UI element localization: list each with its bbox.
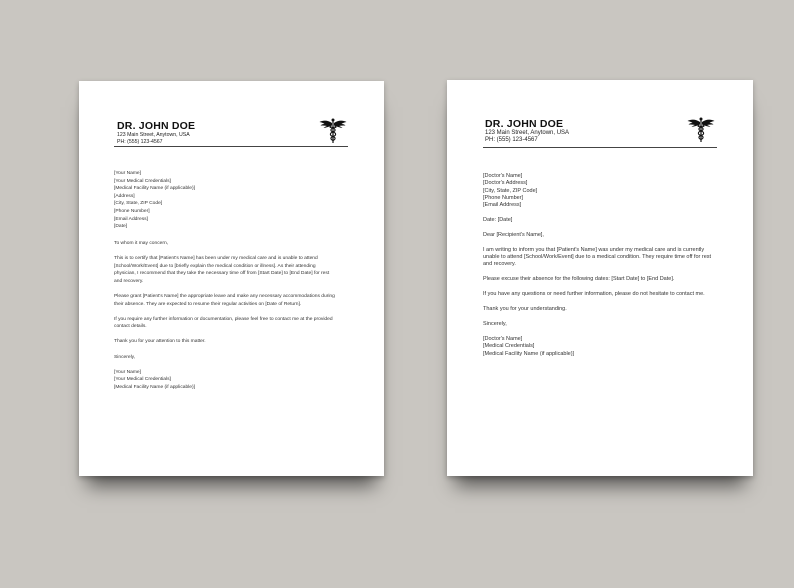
signature-line: [Medical Facility Name (if applicable)] bbox=[114, 385, 195, 391]
letter-body bbox=[114, 170, 350, 392]
caduceus-icon bbox=[319, 118, 347, 144]
letterhead bbox=[485, 118, 569, 144]
signature-line: [Doctor's Name] bbox=[483, 335, 523, 342]
letter-page-left bbox=[79, 81, 384, 476]
signature-line: [Your Medical Credentials] bbox=[114, 377, 171, 383]
paragraph-line: their absence. They are expected to resume their regular activities on [Date of Return]. bbox=[114, 301, 302, 307]
letterhead bbox=[117, 120, 195, 146]
paragraph-line: This is to certify that [Patient's Name] has been under my medical care and is unable to attend bbox=[114, 255, 318, 261]
sender-line: [Phone Number] bbox=[483, 194, 524, 201]
date-line: Date: [Date] bbox=[483, 217, 513, 224]
paragraph-line: Please grant [Patient's Name] the appropriate leave and make any necessary accommodations during bbox=[114, 293, 335, 299]
sender-line: [Phone Number] bbox=[114, 208, 150, 214]
doctor-name: DR. JOHN DOE bbox=[485, 118, 564, 130]
header-divider bbox=[114, 146, 348, 147]
paragraph-line: Thank you for your understanding. bbox=[483, 306, 567, 313]
paragraph-line: contact details. bbox=[114, 324, 147, 330]
caduceus-icon bbox=[687, 117, 715, 143]
sender-line: [Your Name] bbox=[114, 171, 142, 176]
salutation: Dear [Recipient's Name], bbox=[483, 231, 544, 238]
paragraph-line: and recovery. bbox=[114, 278, 144, 284]
doctor-address: 123 Main Street, Anytown, USA bbox=[485, 130, 570, 136]
doctor-phone: PH: (555) 123-4567 bbox=[117, 139, 163, 145]
paragraph-line: and recovery. bbox=[483, 261, 516, 268]
paragraph-line: I am writing to inform you that [Patient's Name] was under my medical care and is currently bbox=[483, 246, 705, 253]
closing: Sincerely, bbox=[483, 321, 507, 328]
doctor-name: DR. JOHN DOE bbox=[117, 120, 196, 132]
paragraph-line: [School/Work/Event] due to [briefly explain the medical condition or illness]. As their attending bbox=[114, 263, 316, 269]
closing: Sincerely, bbox=[114, 354, 136, 360]
sender-line: [Email Address] bbox=[114, 216, 148, 222]
letter-body bbox=[483, 173, 723, 358]
signature-line: [Your Name] bbox=[114, 369, 142, 375]
paragraph-line: Please excuse their absence for the following dates: [Start Date] to [End Date]. bbox=[483, 276, 675, 283]
paragraph-line: If you require any further information or documentation, please feel free to contact me at the provided bbox=[114, 316, 333, 322]
doctor-address: 123 Main Street, Anytown, USA bbox=[117, 132, 190, 138]
signature-line: [Medical Credentials] bbox=[483, 343, 535, 350]
doctor-phone: PH: (555) 123-4567 bbox=[485, 137, 538, 143]
paragraph-line: physician, I recommend that they take the necessary time off from [Start Date] to [End Date] for rest bbox=[114, 271, 330, 277]
sender-line: [City, State, ZIP Code] bbox=[114, 201, 163, 207]
sender-line: [Doctor's Address] bbox=[483, 180, 528, 187]
sender-line: [Address] bbox=[114, 193, 135, 199]
paragraph-line: unable to attend [School/Work/Event] due to a medical condition. They require time off for rest bbox=[483, 254, 712, 261]
sender-line: [Your Medical Credentials] bbox=[114, 178, 171, 184]
sender-line: [Doctor's Name] bbox=[483, 173, 523, 179]
paragraph-line: If you have any questions or need further information, please do not hesitate to contact me. bbox=[483, 291, 705, 298]
signature-line: [Medical Facility Name (if applicable)] bbox=[483, 350, 575, 357]
paragraph-line: Thank you for your attention to this matter. bbox=[114, 339, 206, 345]
letter-page-right bbox=[447, 80, 753, 476]
sender-line: [Date] bbox=[114, 224, 128, 230]
salutation: To whom it may concern, bbox=[114, 240, 169, 246]
sender-line: [Email Address] bbox=[483, 202, 522, 209]
sender-line: [City, State, ZIP Code] bbox=[483, 187, 538, 194]
sender-line: [Medical Facility Name (if applicable)] bbox=[114, 186, 195, 192]
header-divider bbox=[483, 147, 717, 148]
